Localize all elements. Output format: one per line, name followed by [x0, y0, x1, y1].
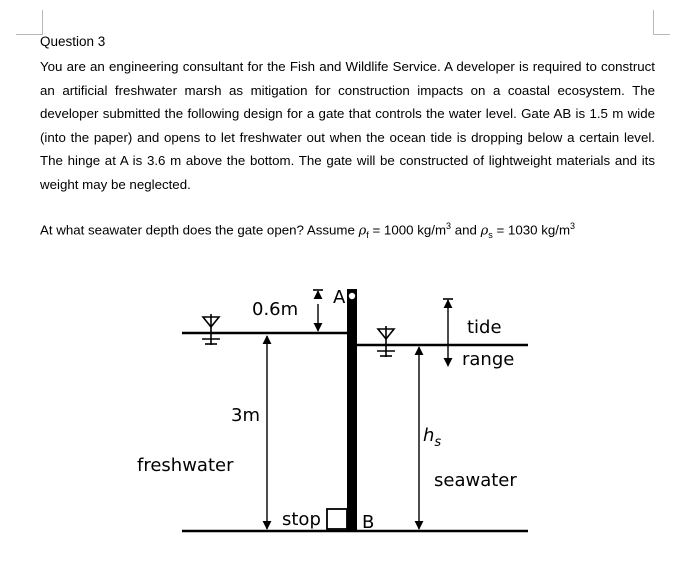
rho-s-symbol: ρ [480, 223, 489, 239]
label-range: range [462, 349, 515, 370]
rho-s-subscript: s [488, 230, 493, 241]
label-3m: 3m [231, 405, 260, 426]
stop-block [327, 509, 347, 529]
label-hinge-a: A [333, 287, 346, 308]
rho-f-subscript: f [366, 230, 369, 241]
label-tide: tide [467, 317, 502, 338]
seawater-surface-symbol [377, 326, 395, 357]
label-gate-b: B [362, 512, 375, 533]
dimension-0-6m [313, 290, 323, 331]
label-freshwater: freshwater [137, 455, 234, 476]
freshwater-surface-symbol [202, 314, 220, 345]
label-0-6m: 0.6m [252, 299, 299, 320]
gate-ab [347, 289, 357, 531]
rho-f-value: = 1000 kg/m [368, 222, 447, 238]
rho-s-exponent: 3 [570, 221, 576, 231]
dimension-tide-range [443, 299, 453, 366]
label-seawater: seawater [434, 470, 517, 491]
label-hs: $h_s$ [423, 425, 442, 450]
rho-s-value: = 1030 kg/m [492, 222, 571, 238]
label-stop: stop [282, 509, 321, 530]
ask-conjunction: and [451, 222, 481, 238]
rho-f-symbol: ρ [358, 223, 367, 239]
question-body: You are an engineering consultant for the Fish and Wildlife Service. A developer is required to construct an artificial freshwater marsh as mitigation for construction impacts on a coastal ecosystem. The developer submitted the following design for a gate that controls the water level. Gate AB is 1.5 m wide (into the paper) and opens to let freshwater out when the ocean tide is dropping below a certain level. The hinge at A is 3.6 m above the bottom. The gate will be constructed of lightweight materials and its weight may be neglected. [40, 59, 655, 192]
rho-f-exponent: 3 [446, 221, 452, 231]
ask-prefix: At what seawater depth does the gate open? Assume [40, 222, 359, 238]
hinge-a [348, 292, 356, 300]
question-title: Question 3 [40, 34, 106, 49]
